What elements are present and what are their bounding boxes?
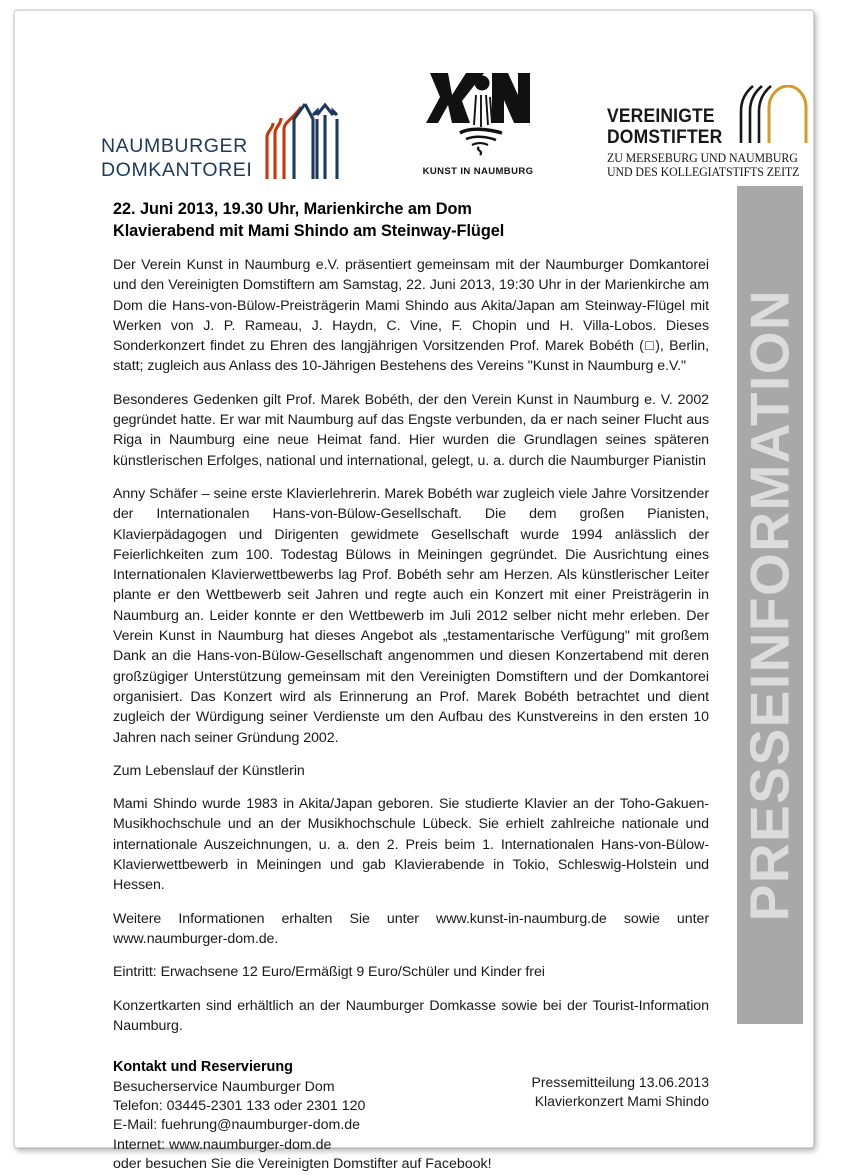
paragraph-admission: Eintritt: Erwachsene 12 Euro/Ermäßigt 9 Euro/Schüler und Kinder frei <box>113 964 545 981</box>
domkantorei-line-1: NAUMBURGER <box>101 135 248 157</box>
domstifter-line-1: VEREINIGTE <box>607 106 715 127</box>
contact-phone: Telefon: 03445-2301 133 oder 2301 120 <box>113 1098 366 1114</box>
domstifter-sub-2: UND DES KOLLEGIATSTIFTS ZEITZ <box>607 164 800 179</box>
paragraph-biography-bobeth: Anny Schäfer – seine erste Klavierlehrerin. Marek Bobéth war zugleich viele Jahre Vorsitzender der Internationalen Hans-von-Bülow-Gesellschaft. Die dem großen Pianisten, Klavierpädagogen und Dirigenten gewidmete Gesellschaft wurde 1994 anlässlich der Feierlichkeiten zum 100. Todestag Bülows in Meiningen gegründet. Die Ausrichtung eines Internationalen Klavierwettbewerbs lag Prof. Bobéth sehr am Herzen. Als künstlerischer Leiter plante er den Wettbewerb seit Jahren und regte auch ein Konzert mit einer Preisträgerin in Naumburg an. Leider konnte er den Wettbewerb im Juli 2012 selber nicht mehr erleben. Der Verein Kunst in Naumburg hat dieses Angebot als „testamentarische Verfügung" mit großem Dank an die Hans-von-Bülow-Gesellschaft angenommen und diesen Konzertabend mit deren großzügiger Unterstützung gemeinsam mit den Vereinigten Domstiftern und der Domkantorei organisiert. Das Konzert wird als Erinnerung an Prof. Marek Bobéth betrachtet und dient zugleich der Würdigung seiner Verdienste um den Aufbau des Kunstvereins in den ersten 10 Jahren nach seiner Gründung 2002. <box>113 485 709 746</box>
cathedral-towers-icon <box>261 85 357 184</box>
side-band-label: PRESSEINFORMATION <box>738 288 801 922</box>
contact-email: E-Mail: fuehrung@naumburger-dom.de <box>113 1117 361 1134</box>
domkantorei-wordmark <box>101 134 252 183</box>
kunst-in-naumburg-logo <box>419 67 537 177</box>
paragraph-artist-biography: Mami Shindo wurde 1983 in Akita/Japan geboren. Sie studierte Klavier an der Toho-Gakuen-Musikhochschule und an der Musikhochschule Lübeck. Sie erhielt zahlreiche nationale und internationale Auszeichnungen, u. a. den 2. Preis beim 1. Internationalen Hans-von-Bülow-Klavierwettbewerb in Meiningen und gab Klavierabende in Tokio, Schleswig-Holstein und Hessen. <box>113 796 709 894</box>
document-body <box>113 199 709 1175</box>
headline-line-1: 22. Juni 2013, 19.30 Uhr, Marienkirche am Dom <box>113 200 472 218</box>
paragraph-intro: Der Verein Kunst in Naumburg e.V. präsentiert gemeinsam mit der Naumburger Domkantorei und den Vereinigten Domstiftern am Samstag, 22. Juni 2013, 19:30 Uhr in der Marienkirche am Dom die Hans-von-Bülow-Preisträgerin Mami Shindo aus Akita/Japan am Steinway-Flügel mit Werken von J. P. Rameau, J. Haydn, C. Vine, F. Chopin und H. Villa-Lobos. Dieses Sonderkonzert findet zu Ehren des langjährigen Vorsitzenden Prof. Marek Bobéth (□), Berlin, statt; zugleich aus Anlass des 10-Jährigen Bestehens des Vereins "Kunst in Naumburg e.V." <box>113 257 709 375</box>
page-title <box>113 199 709 242</box>
paragraph-artist-heading: Zum Lebenslauf der Künstlerin <box>113 762 305 779</box>
headline-line-2: Klavierabend mit Mami Shindo am Steinway-Flügel <box>113 221 505 240</box>
document-footer <box>415 1073 709 1112</box>
domstifter-line-2: DOMSTIFTER <box>607 127 723 148</box>
contact-facebook: oder besuchen Sie die Vereinigten Domstifter auf Facebook! <box>113 1156 492 1173</box>
gothic-arches-icon <box>738 85 810 148</box>
naumburger-domkantorei-logo <box>101 85 357 183</box>
domstifter-sub-1: ZU MERSEBURG UND NAUMBURG <box>607 151 798 165</box>
footer-release-date: Pressemitteilung 13.06.2013 <box>531 1074 709 1090</box>
contact-title: Kontakt und Reservierung <box>113 1059 293 1076</box>
kin-monogram-icon <box>419 67 537 164</box>
domstifter-subtitle <box>607 152 803 179</box>
logo-header <box>15 39 813 181</box>
paragraph-memorial: Besonderes Gedenken gilt Prof. Marek Bobéth, der den Verein Kunst in Naumburg e. V. 2002 gegründet hatte. Er war mit Naumburg auf das Engste verbunden, da er nach seiner Flucht aus Riga in Naumburg eine neue Heimat fand. Hier wurden die Grundlagen seines späteren künstlerischen Erfolges, national und international, gelegt, u. a. durch die Naumburger Pianistin <box>113 391 709 469</box>
document-page <box>14 10 814 1173</box>
footer-subject: Klavierkonzert Mami Shindo <box>534 1093 709 1110</box>
domkantorei-line-2: DOMKANTOREI <box>101 159 253 181</box>
contact-service: Besucherservice Naumburger Dom <box>113 1078 335 1095</box>
paragraph-more-info: Weitere Informationen erhalten Sie unter www.kunst-in-naumburg.de sowie unter www.naumburger-dom.de. <box>113 910 709 947</box>
kin-subtitle: KUNST IN NAUMBURG <box>422 166 534 177</box>
paragraph-tickets: Konzertkarten sind erhältlich an der Naumburger Domkasse sowie bei der Tourist-Information Naumburg. <box>113 997 709 1034</box>
presseinformation-side-band <box>737 186 803 1024</box>
domstifter-wordmark <box>607 106 722 148</box>
vereinigte-domstifter-logo <box>607 85 810 179</box>
contact-website: Internet: www.naumburger-dom.de <box>113 1136 332 1153</box>
